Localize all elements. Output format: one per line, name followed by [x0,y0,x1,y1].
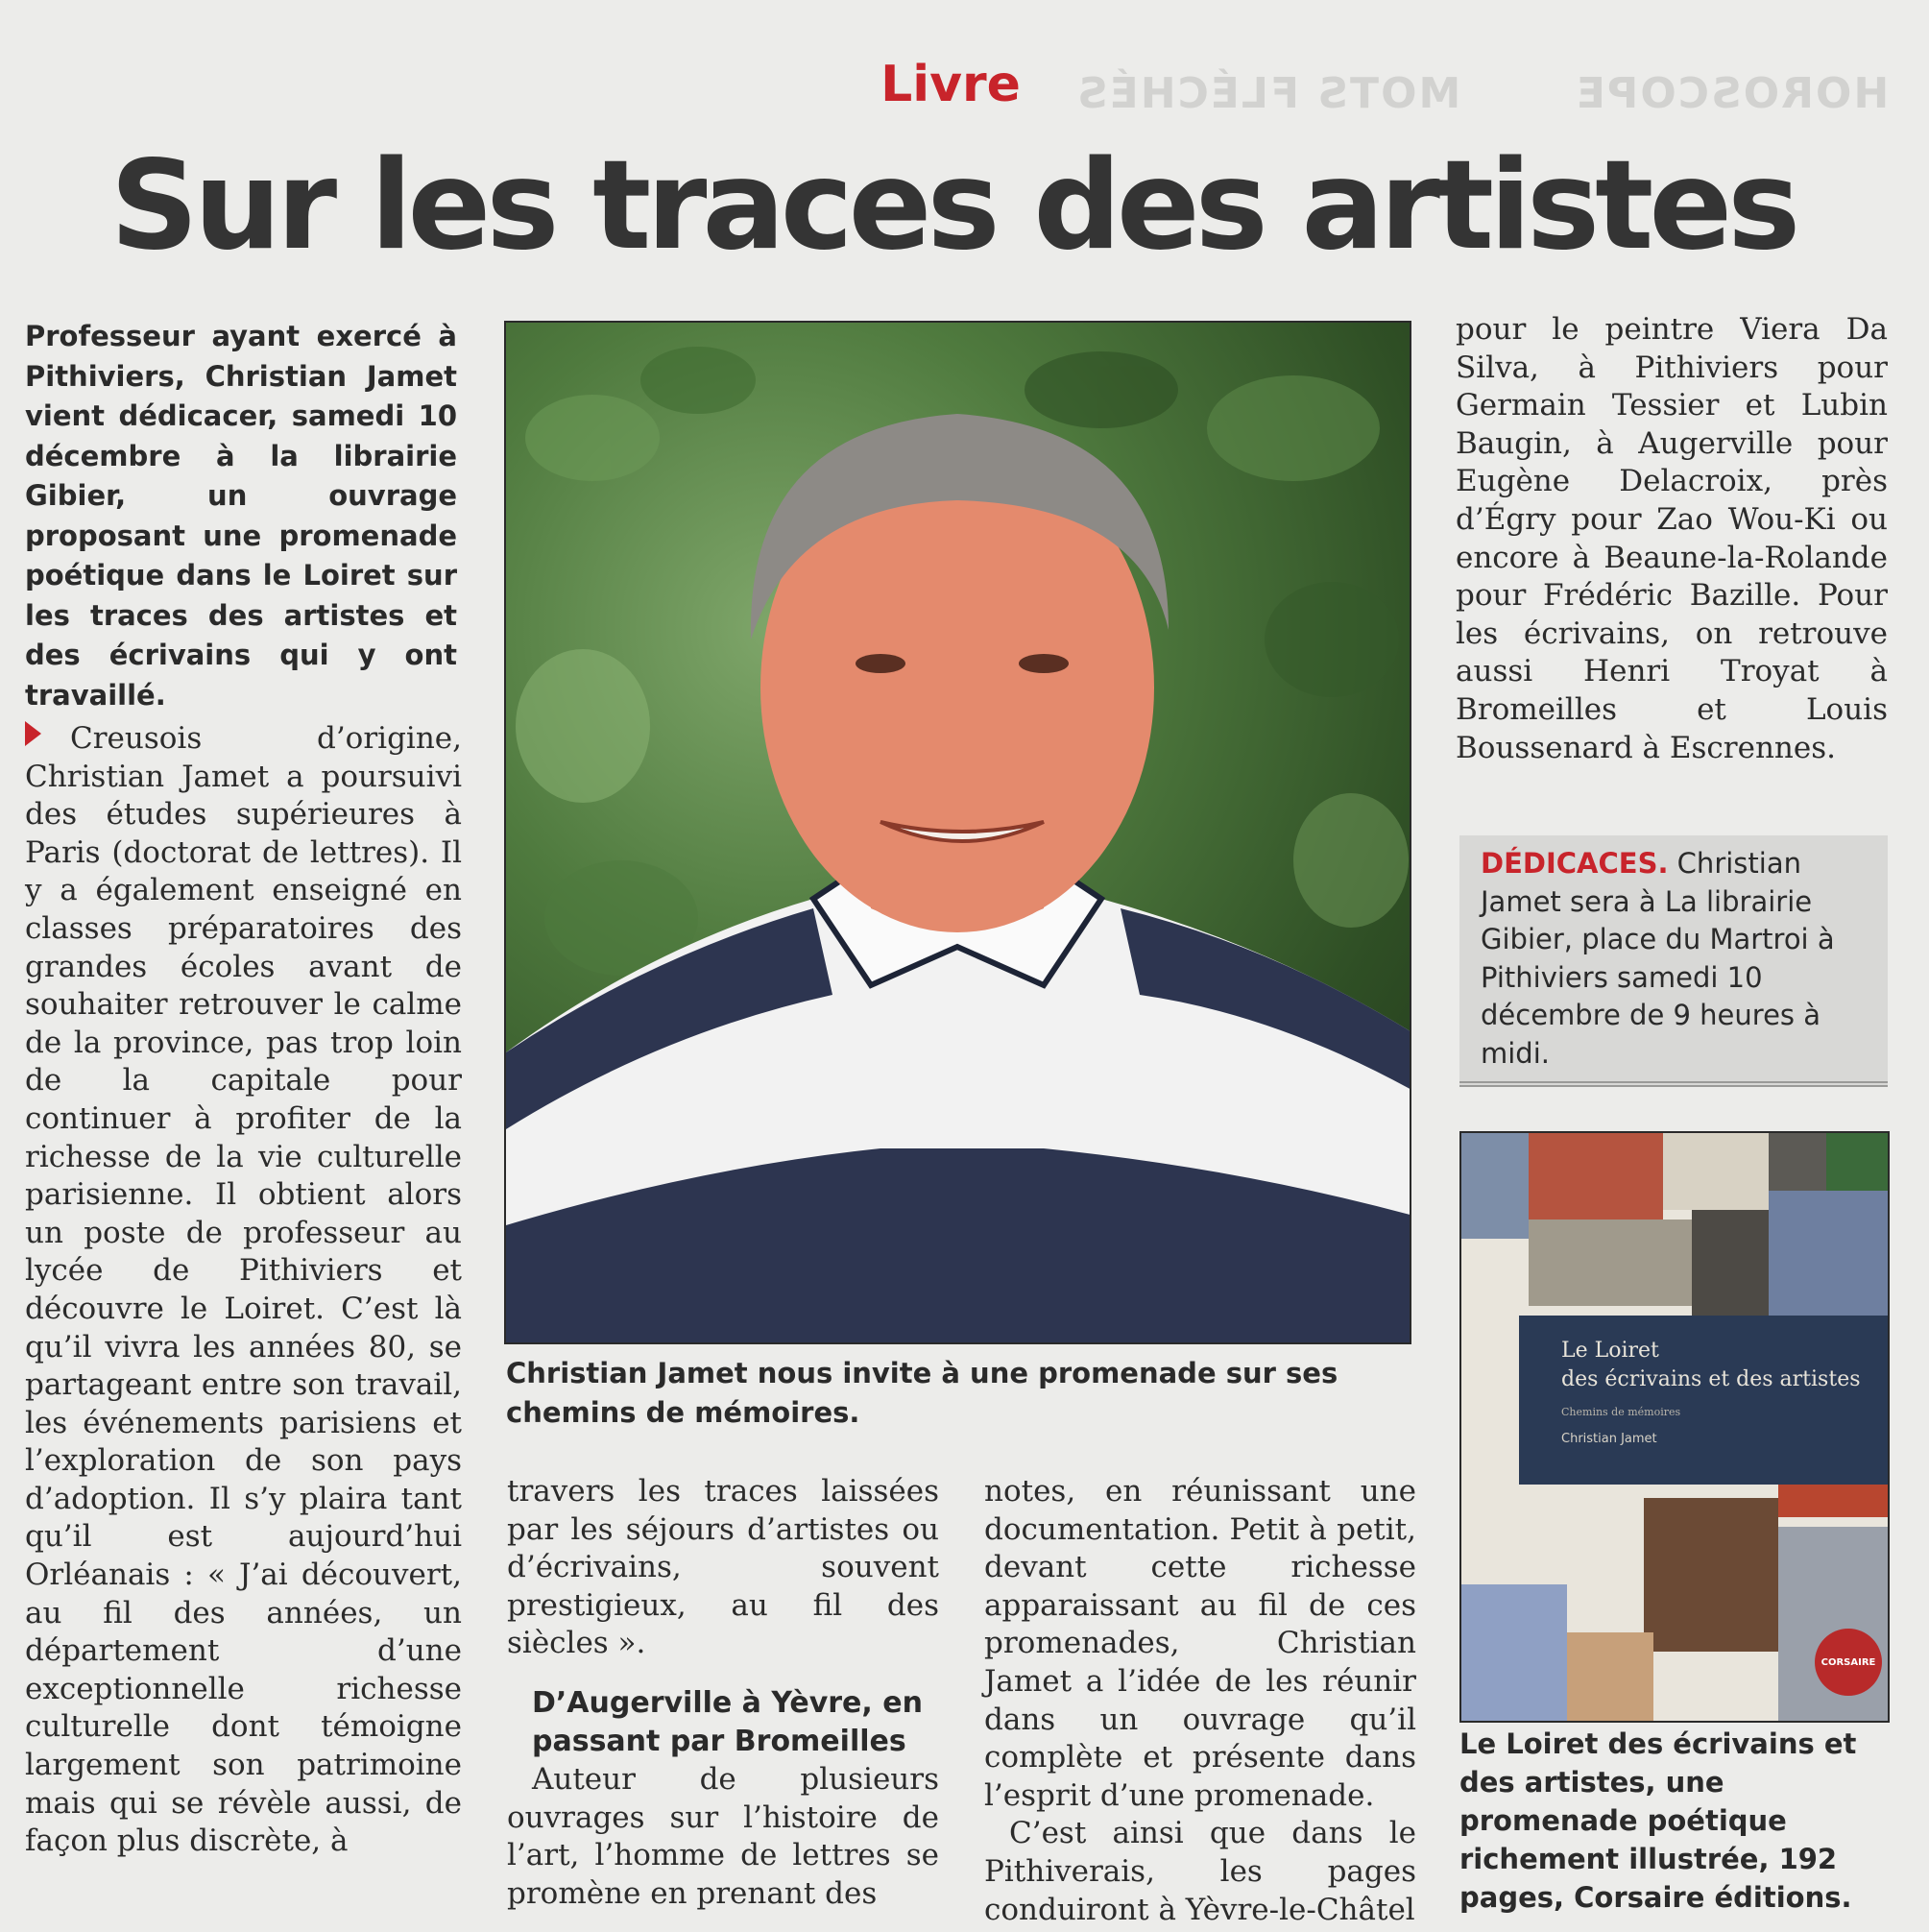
ghost-header-left: MOTS FLÉCHÉS [1075,69,1461,118]
book-title-band [1519,1316,1890,1485]
article-lead: Professeur ayant exercé à Pithiviers, Christian Jamet vient dédicacer, samedi 10 décembre à la librairie Gibier, un ouvrage proposant une promenade poétique dans le Loiret sur les traces des artistes et des écrivains qui y ont travaillé. [25,320,457,712]
book-title-line-2: des écrivains et des artistes [1561,1367,1861,1391]
section-kicker: Livre [880,56,1021,113]
body-column-4 [1456,311,1888,767]
body-text: Creusois d’origine, Christian Jamet a poursuivi des études supérieures à Paris (doctorat de lettres). Il y a également enseigné en classes préparatoires des grandes écoles avant de souhaiter retrouver le calme de la province, pas trop loin de la capitale pour continuer à profiter de la richesse de la vie culturelle parisienne. Il obtient alors un poste de professeur au lycée de Pithiviers et découvre le Loiret. C’est là qu’il vivra les années 80, se partageant entre son travail, les événements parisiens et l’exploration de son pays d’adoption. Il s’y plaira tant qu’il est aujourd’hui Orléanais : « J’ai découvert, au fil des années, un département d’une exceptionnelle richesse culturelle dont témoigne largement son patrimoine mais qui se révèle aussi, de façon plus discrète, à [25,721,462,1859]
ghost-header-right: HOROSCOPE [1575,69,1890,118]
body-column-3 [984,1473,1416,1929]
book-cover [1459,1131,1890,1723]
book-subtitle: Chemins de mémoires [1561,1406,1681,1418]
body-paragraph: Auteur de plusieurs ouvrages sur l’histoire de l’art, l’homme de lettres se promène en prenant des [507,1761,939,1911]
author-photo [504,321,1411,1344]
body-paragraph: pour le peintre Viera Da Silva, à Pithiviers pour Germain Tessier et Lubin Baugin, à Augerville pour Eugène Delacroix, près d’Égry pour Zao Wou-Ki ou encore à Beaune-la-Rolande pour Frédéric Bazille. Pour les écrivains, on retrouve aussi Henri Troyat à Bromeilles et Louis Boussenard à Escrennes. [1456,312,1888,765]
dedicaces-text: Christian Jamet sera à La librairie Gibier, place du Martroi à Pithiviers samedi 10 décembre de 9 heures à midi. [1481,847,1835,1070]
photo-caption: Christian Jamet nous invite à une promenade sur ses chemins de mémoires. [506,1357,1338,1429]
book-caption: Le Loiret des écrivains et des artistes, une promenade poétique richement illustrée, 192 pages, Corsaire éditions. [1459,1727,1857,1914]
book-title-line-1: Le Loiret [1561,1339,1659,1363]
dedicaces-label: DÉDICACES. [1481,847,1669,880]
portrait-illustration [506,323,1411,1344]
publisher-logo: CORSAIRE [1815,1629,1882,1696]
body-paragraph: travers les traces laissées par les séjours d’artistes ou d’écrivains, souvent prestigieux, au fil des siècles ». [507,1474,939,1661]
article-subhead: D’Augerville à Yèvre, en passant par Bromeilles [532,1685,923,1758]
body-paragraph: C’est ainsi que dans le Pithiverais, les pages conduiront à Yèvre-le-Châtel [984,1816,1416,1927]
body-paragraph [25,720,462,1861]
book-author: Christian Jamet [1561,1432,1657,1446]
body-column-2 [507,1473,939,1913]
dedicaces-box [1459,835,1888,1087]
article-headline: Sur les traces des artistes [109,134,1796,278]
body-paragraph: notes, en réunissant une documentation. Petit à petit, devant cette richesse apparaissant au fil de ces promenades, Christian Jamet a l’idée de les réunir dans un ouvrage qu’il complète et présente dans l’esprit d’une promenade. [984,1474,1416,1813]
red-triangle-marker-icon [25,721,41,746]
body-column-1 [25,720,462,1861]
